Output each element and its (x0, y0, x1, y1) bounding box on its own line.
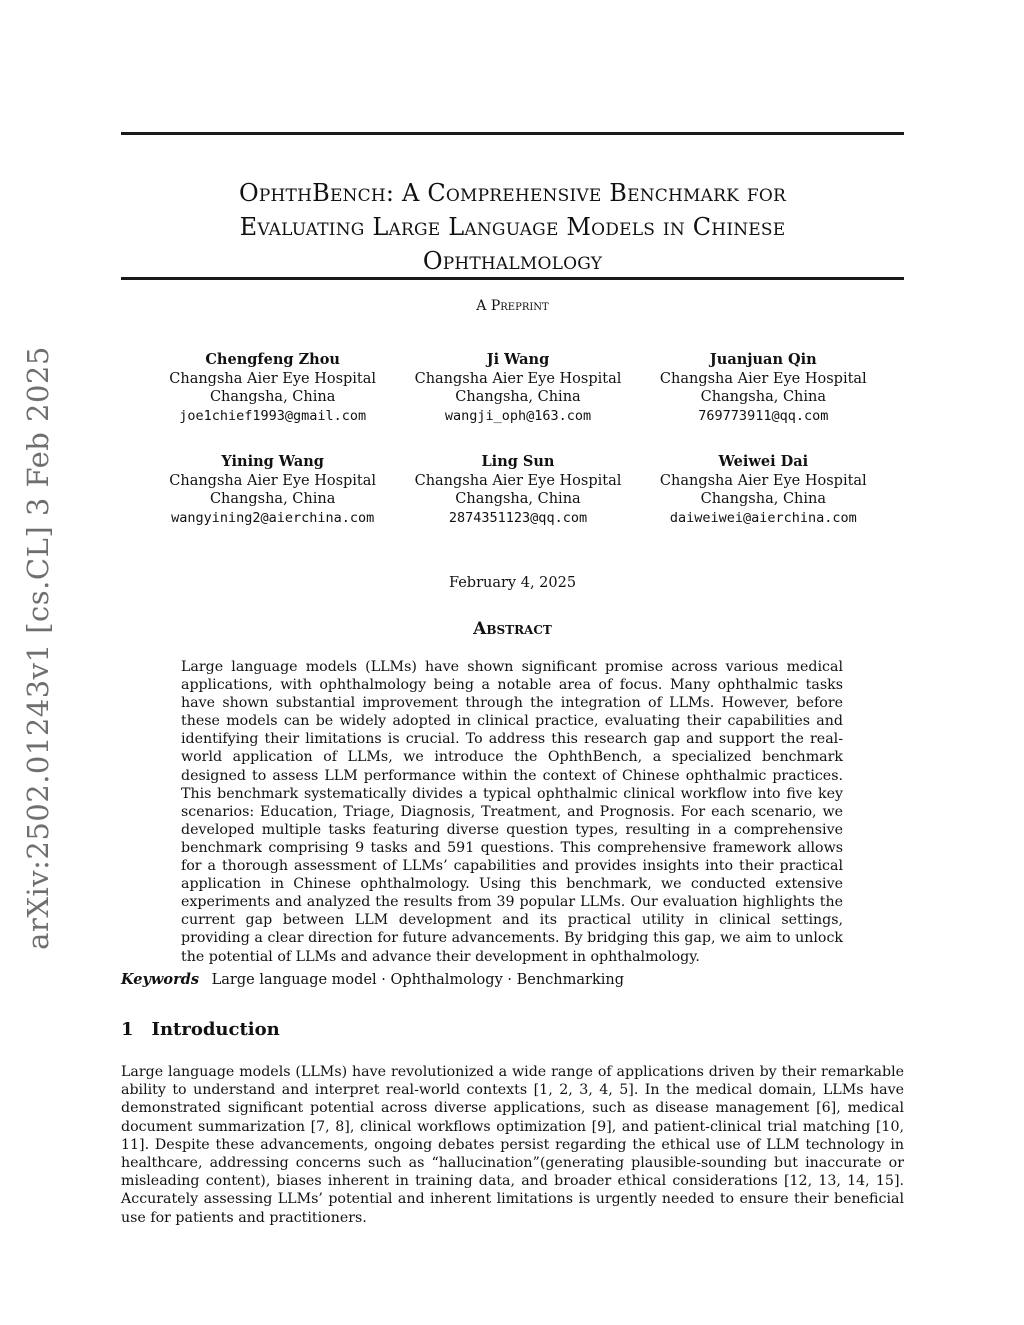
author-affiliation: Changsha Aier Eye Hospital (169, 370, 377, 387)
author-block (150, 351, 395, 425)
author-city: Changsha, China (700, 491, 827, 507)
authors-row (150, 351, 886, 425)
author-email[interactable]: 769773911@qq.com (698, 407, 829, 424)
section-number: 1 (121, 1019, 134, 1040)
author-block (641, 453, 886, 527)
author-name: Chengfeng Zhou (205, 351, 340, 368)
author-block (641, 351, 886, 425)
abstract-heading: Abstract (473, 619, 552, 639)
author-email[interactable]: joe1chief1993@gmail.com (179, 407, 367, 424)
author-name: Juanjuan Qin (709, 351, 817, 368)
author-email[interactable]: wangyining2@aierchina.com (171, 509, 375, 526)
title-line: Evaluating Large Language Models in Chinese (239, 213, 786, 242)
paper-title (121, 176, 904, 278)
author-name: Ling Sun (481, 453, 555, 470)
publication-date: February 4, 2025 (448, 575, 577, 591)
keywords-label: Keywords (121, 971, 200, 988)
authors-row (150, 453, 886, 527)
author-city: Changsha, China (209, 491, 336, 507)
author-affiliation: Changsha Aier Eye Hospital (659, 370, 867, 387)
author-name: Weiwei Dai (718, 453, 809, 470)
keywords-line (121, 971, 904, 988)
author-block (395, 453, 640, 527)
author-name: Ji Wang (486, 351, 550, 368)
author-email[interactable]: 2874351123@qq.com (448, 509, 588, 526)
author-affiliation: Changsha Aier Eye Hospital (414, 370, 622, 387)
title-line: Ophthalmology (422, 247, 603, 276)
title-rule-bottom (121, 277, 904, 280)
author-block (395, 351, 640, 425)
author-city: Changsha, China (209, 389, 336, 405)
author-email[interactable]: daiweiwei@aierchina.com (669, 509, 857, 526)
author-email[interactable]: wangji_oph@163.com (444, 407, 592, 424)
section-title: Introduction (151, 1019, 280, 1040)
abstract-text: Large language models (LLMs) have shown significant promise across various medical applications, with ophthalmology being a notable area of focus. Many ophthalmic tasks have shown substantial improvement through the integration of LLMs. However, before these models can be widely adopted in clinical practice, evaluating their capabilities and identifying their limitations is crucial. To address this research gap and support the real-world application of LLMs, we introduce the OphthBench, a specialized benchmark designed to assess LLM performance within the context of Chinese ophthalmic practices. This benchmark systematically divides a typical ophthalmic clinical workflow into five key scenarios: Education, Triage, Diagnosis, Treatment, and Prognosis. For each scenario, we developed multiple tasks featuring diverse question types, resulting in a comprehensive benchmark comprising 9 tasks and 591 questions. This comprehensive framework allows for a thorough assessment of LLMs’ capabilities and provides insights into their practical application in Chinese ophthalmology. Using this benchmark, we conducted extensive experiments and analyzed the results from 39 popular LLMs. Our evaluation highlights the current gap between LLM development and its practical utility in clinical settings, providing a clear direction for future advancements. By bridging this gap, we aim to unlock the potential of LLMs and advance their development in ophthalmology. (181, 659, 843, 965)
keywords-text: Large language model · Ophthalmology · Benchmarking (211, 972, 624, 988)
author-affiliation: Changsha Aier Eye Hospital (414, 472, 622, 489)
author-name: Yining Wang (221, 453, 324, 470)
preprint-label: A Preprint (476, 298, 549, 314)
author-city: Changsha, China (455, 491, 581, 507)
author-city: Changsha, China (455, 389, 581, 405)
section-heading (121, 1019, 280, 1040)
introduction-paragraph: Large language models (LLMs) have revolutionized a wide range of applications driven by their remarkable ability to understand and interpret real-world contexts [1, 2, 3, 4, 5]. In the medical domain, LLMs have demonstrated significant potential across diverse applications, such as disease management [6], medical document summarization [7, 8], clinical workflows optimization [9], and patient-clinical trial matching [10, 11]. Despite these advancements, ongoing debates persist regarding the ethical use of LLM technology in healthcare, addressing concerns such as “hallucination”(generating plausible-sounding but inaccurate or misleading content), biases inherent in training data, and broader ethical considerations [12, 13, 14, 15]. Accurately assessing LLMs’ potential and inherent limitations is urgently needed to ensure their beneficial use for patients and practitioners. (121, 1064, 904, 1226)
arxiv-identifier: arXiv:2502.01243v1 [cs.CL] 3 Feb 2025 (21, 346, 55, 950)
author-affiliation: Changsha Aier Eye Hospital (169, 472, 377, 489)
title-rule-top (121, 132, 904, 135)
author-affiliation: Changsha Aier Eye Hospital (659, 472, 867, 489)
title-line: OphthBench: A Comprehensive Benchmark for (239, 179, 786, 208)
author-block (150, 453, 395, 527)
author-city: Changsha, China (700, 389, 827, 405)
